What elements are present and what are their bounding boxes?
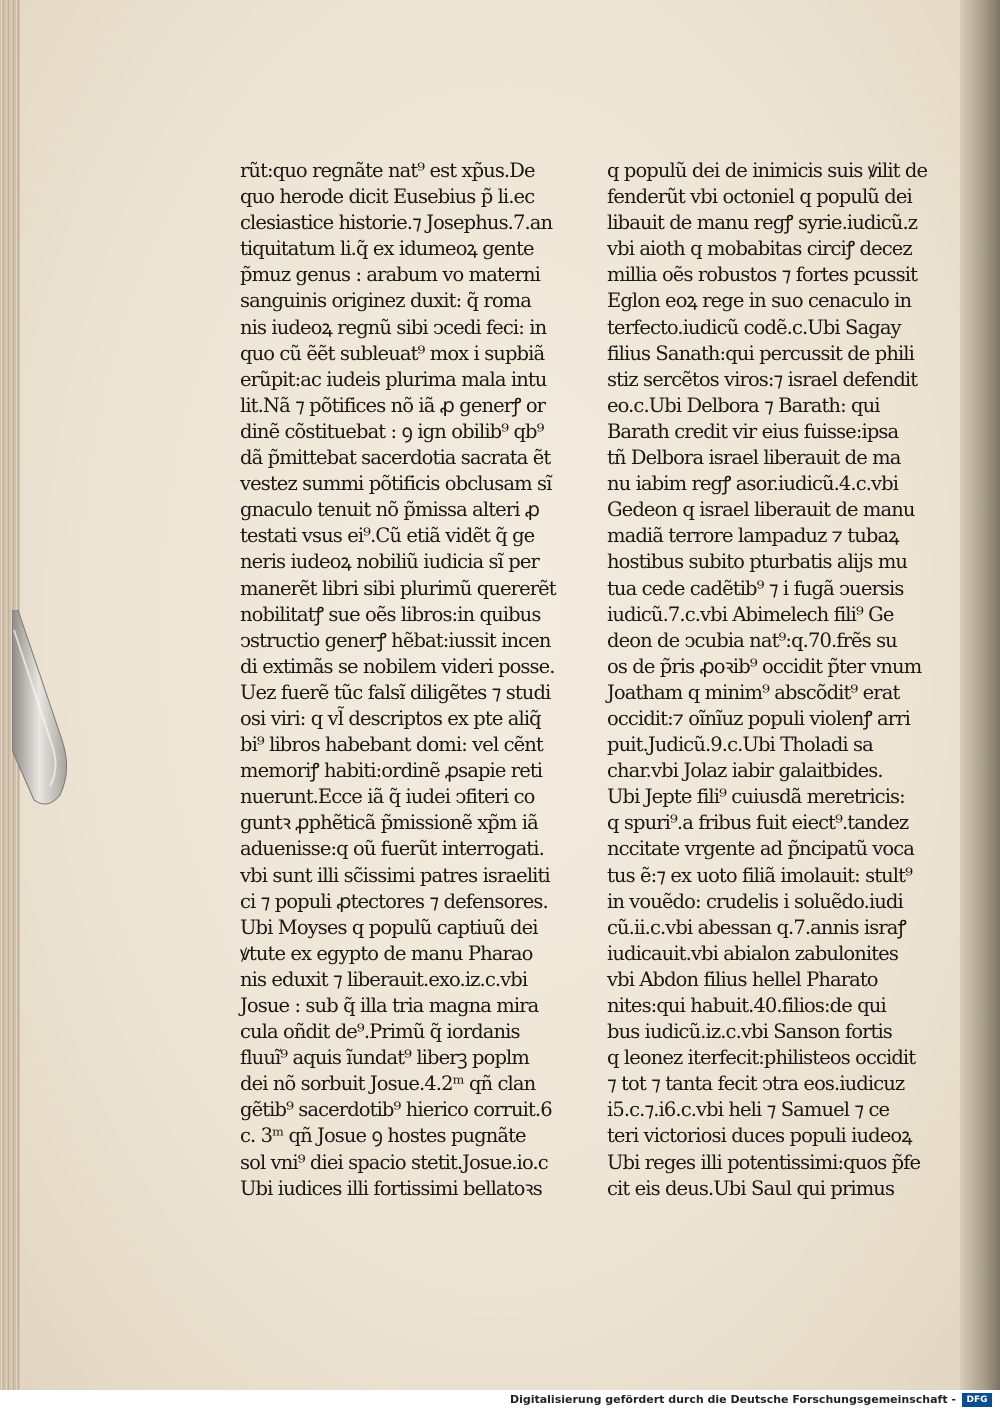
text-line: libauit de manu regꝭ syrie.iudicũ.z xyxy=(607,211,918,235)
text-line: ci ⁊ populi ꝓtectores ⁊ defensores. xyxy=(240,889,548,913)
text-line: p̃muz genus : arabum vo materni xyxy=(240,263,540,287)
text-line: os de p̃ris ꝓoꝛib⁹ occidit p̃ter vnum xyxy=(607,654,922,678)
text-line: Joatham q minim⁹ abscõdit⁹ erat xyxy=(607,680,900,704)
footer-bar xyxy=(0,1390,1000,1411)
text-line: fluuĩ⁹ aquis ĩundat⁹ liberꝫ poplm xyxy=(240,1046,529,1070)
text-line: stiz sercẽtos viros:⁊ israel defendit xyxy=(607,367,918,391)
text-line: eo.c.Ubi Delbora ⁊ Barath: qui xyxy=(607,393,880,417)
text-line: filius Sanath:qui percussit de phili xyxy=(607,341,914,365)
text-line: in vouẽdo: crudelis i soluẽdo.iudi xyxy=(607,889,903,913)
text-line: nites:qui habuit.40.filios:de qui xyxy=(607,994,886,1017)
text-line: nccitate vrgente ad p̃ncipatũ voca xyxy=(607,837,914,861)
text-line: tua cede cadẽtib⁹ ⁊ i fugã ↄuersis xyxy=(607,576,904,600)
text-line: quo cũ ẽẽt subleuat⁹ mox i supbiã xyxy=(240,341,545,365)
text-line: madiã terrore lampaduz ⁊ tubaꝝ xyxy=(607,524,899,548)
text-line: rũt:quo regnãte nat⁹ est xp̃us.De xyxy=(240,159,535,182)
text-line: q spuri⁹.a fribus fuit eiect⁹.tandez xyxy=(607,811,909,835)
text-line: i5.c.⁊.i6.c.vbi heli ⁊ Samuel ⁊ ce xyxy=(607,1098,890,1122)
text-line: bi⁹ libros habebant domi: vel cẽnt xyxy=(240,733,543,757)
text-line: deon de ↄcubia nat⁹:q.70.frẽs su xyxy=(607,628,897,652)
text-line: tñ Delbora israel liberauit de ma xyxy=(607,446,901,470)
text-line: erũpit:ac iudeis plurima mala intu xyxy=(240,367,547,391)
funding-credit: Digitalisierung gefördert durch die Deutsche Forschungsgemeinschaft - xyxy=(509,1393,956,1406)
text-line: c. 3ᵐ qñ Josue ꝯ hostes pugnãte xyxy=(240,1124,526,1148)
text-line: clesiastice historie.⁊ Josephus.7.an xyxy=(240,211,553,235)
text-line: puit.Judicũ.9.c.Ubi Tholadi sa xyxy=(607,733,873,757)
text-line: Ubi Jepte fili⁹ cuiusdã meretricis: xyxy=(607,785,905,809)
text-line: sol vni⁹ diei spacio stetit.Josue.io.c xyxy=(240,1150,548,1174)
text-line: vestez summi põtificis obclusam sĩ xyxy=(240,472,552,496)
text-line: q leonez iterfecit:philisteos occidit xyxy=(607,1046,916,1070)
text-line: char.vbi Jolaz iabir galaitbides. xyxy=(607,759,883,783)
text-line: Barath credit vir eius fuisse:ipsa xyxy=(607,419,899,443)
text-line: lit.Nã ⁊ põtifices nõ iã ꝓ generꝭ or xyxy=(240,393,546,417)
text-line: gẽtib⁹ sacerdotib⁹ hierico corruit.6 xyxy=(240,1098,552,1122)
metal-clip xyxy=(12,610,74,810)
text-line: guntꝛ ꝓphẽticã p̃missionẽ xp̃m iã xyxy=(240,811,538,835)
text-line: vbi Abdon filius hellel Pharato xyxy=(607,967,878,991)
right-text-column xyxy=(607,158,937,1202)
book-gutter-shadow xyxy=(960,0,1000,1390)
text-line: occidit:⁊ oĩnĩuz populi violenꝭ arri xyxy=(607,706,910,730)
text-line: Ubi reges illi potentissimi:quos p̃fe xyxy=(607,1150,921,1174)
text-line: ↄstructio generꝭ hẽbat:iussit incen xyxy=(240,628,551,652)
text-line: gnaculo tenuit nõ p̃missa alteri ꝓ xyxy=(240,498,540,522)
text-line: nu iabim regꝭ asor.iudicũ.4.c.vbi xyxy=(607,472,899,496)
text-line: Josue : sub q̃ illa tria magna mira xyxy=(240,994,539,1017)
text-line: teri victoriosi duces populi iudeoꝝ xyxy=(607,1124,912,1148)
text-line: dei nõ sorbuit Josue.4.2ᵐ qñ clan xyxy=(240,1072,536,1096)
text-line: dinẽ cõstituebat : ꝯ ign obilib⁹ qb⁹ xyxy=(240,419,544,443)
text-line: Ubi iudices illi fortissimi bellatoꝛs xyxy=(240,1176,542,1200)
text-line: tiquitatum li.q̃ ex idumeoꝝ gente xyxy=(240,237,534,261)
text-line: dã p̃mittebat sacerdotia sacrata ẽt xyxy=(240,446,551,470)
text-line: aduenisse:q oũ fuerũt interrogati. xyxy=(240,837,544,861)
text-line: memoriꝭ habiti:ordinẽ ꝓsapie reti xyxy=(240,759,543,783)
text-line: cit eis deus.Ubi Saul qui primus xyxy=(607,1176,895,1200)
text-line: fenderũt vbi octoniel q populũ dei xyxy=(607,185,912,209)
text-line: nis iudeoꝝ regnũ sibi ↄcedi feci: in xyxy=(240,315,547,339)
text-line: terfecto.iudicũ codẽ.c.Ubi Sagay xyxy=(607,315,901,339)
text-line: cula oñdit de⁹.Primũ q̃ iordanis xyxy=(240,1020,520,1044)
text-line: cũ.ii.c.vbi abessan q.7.annis israꝭ xyxy=(607,915,906,939)
text-line: ꝟtute ex egypto de manu Pharao xyxy=(240,941,533,965)
text-line: bus iudicũ.iz.c.vbi Sanson fortis xyxy=(607,1020,892,1044)
text-line: q populũ dei de inimicis suis ꝟilit de xyxy=(607,159,928,182)
text-line: neris iudeoꝝ nobiliũ iudicia sĩ per xyxy=(240,550,539,574)
text-line: nobilitatꝭ sue oẽs libros:in quibus xyxy=(240,602,541,626)
text-line: sanguinis originez duxit: q̃ roma xyxy=(240,289,531,313)
text-line: tus ẽ:⁊ ex uoto filiã imolauit: stult⁹ xyxy=(607,863,912,887)
text-line: vbi sunt illi sc̃issimi patres israeliti xyxy=(240,863,550,887)
dfg-logo: DFG xyxy=(962,1393,992,1407)
text-line: millia oẽs robustos ⁊ fortes pcussit xyxy=(607,263,918,287)
text-line: Uez fuerẽ tũc falsĩ diligẽtes ⁊ studi xyxy=(240,680,551,704)
text-line: Eglon eoꝝ rege in suo cenaculo in xyxy=(607,289,912,313)
text-line: hostibus subito pturbatis alijs mu xyxy=(607,550,908,574)
text-line: Ubi Moyses q populũ captiuũ dei xyxy=(240,915,538,939)
left-text-column xyxy=(240,158,570,1202)
text-line: testati vsus ei⁹.Cũ etiã vidẽt q̃ ge xyxy=(240,524,535,548)
text-line: vbi aioth q mobabitas circiꝭ decez xyxy=(607,237,912,261)
text-line: manerẽt libri sibi plurimũ quererẽt xyxy=(240,576,556,600)
text-line: nuerunt.Ecce iã q̃ iudei ↄfiteri co xyxy=(240,785,535,809)
text-line: di extimãs se nobilem videri posse. xyxy=(240,654,555,678)
text-line: iudicauit.vbi abialon zabulonites xyxy=(607,941,898,965)
text-line: iudicũ.7.c.vbi Abimelech fili⁹ Ge xyxy=(607,602,894,626)
text-line: ⁊ tot ⁊ tanta fecit ↄtra eos.iudicuz xyxy=(607,1072,905,1096)
text-line: Gedeon q israel liberauit de manu xyxy=(607,498,915,522)
text-line: nis eduxit ⁊ liberauit.exo.iz.c.vbi xyxy=(240,967,528,991)
text-line: quo herode dicit Eusebius p̃ li.ec xyxy=(240,185,535,209)
text-line: osi viri: q vl̃ descriptos ex pte aliq̃ xyxy=(240,706,541,730)
